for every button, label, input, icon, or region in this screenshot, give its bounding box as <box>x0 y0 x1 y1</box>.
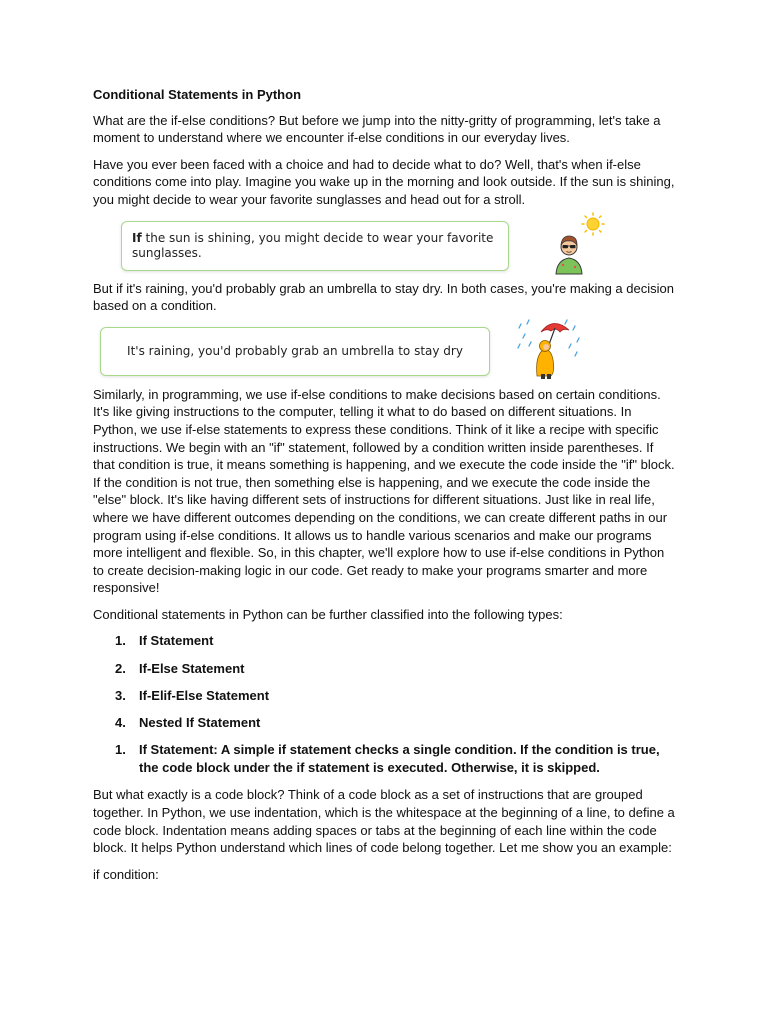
list-item-if-statement-detail: 1. If Statement: A simple if statement checks a single condition. If the condition is true, the code block under the if statement is executed. Otherwise, it is skipped. <box>115 742 660 775</box>
list-item: 3. If-Elif-Else Statement <box>115 687 270 703</box>
rain-callout <box>100 327 490 376</box>
paragraph-rain: But if it's raining, you'd probably grab an umbrella to stay dry. In both cases, you're making a decision based on a condition. <box>93 280 674 314</box>
paragraph-intro: What are the if-else conditions? But before we jump into the nitty-gritty of programming, let's take a moment to understand where we encounter if-else conditions in our everyday lives. <box>93 112 661 146</box>
paragraph-choice: Have you ever been faced with a choice and had to decide what to do? Well, that's when if-else conditions come into play. Imagine you wake up in the morning and look outside. If the sun is shining, you might decide to wear your favorite sunglasses and head out for a stroll. <box>93 156 675 207</box>
sunshine-callout-row <box>93 218 678 280</box>
paragraph-types-intro: Conditional statements in Python can be further classified into the following types: <box>93 606 563 622</box>
page-title: Conditional Statements in Python <box>93 87 302 102</box>
list-item: 4. Nested If Statement <box>115 715 261 731</box>
document-page <box>93 86 678 892</box>
sunshine-callout <box>121 221 509 271</box>
code-line: if condition: <box>93 866 159 882</box>
types-list <box>93 632 678 776</box>
rain-umbrella-person-illustration-icon <box>517 316 583 380</box>
paragraph-programming: Similarly, in programming, we use if-else conditions to make decisions based on certain conditions. It's like giving instructions to the computer, telling it what to do based on different situations. In Python, we use if-else statements to express these conditions. Think of it like a recipe with specific instructions. We begin with an "if" statement, followed by a condition written inside parentheses. If that condition is true, it means something is happening, and we execute the code inside the "if" block. If the condition is not true, then something else is happening, and we execute the code inside the "else" block. It's like having different sets of instructions for different situations. Just like in real life, where we have different outcomes depending on the conditions, we can create different paths in our program using if-else conditions. It allows us to handle various scenarios and make our programs more intelligent and flexible. So, in this chapter, we'll explore how to use if-else conditions in Python to create decision-making logic in our code. Get ready to make your programs smarter and more responsive! <box>93 386 675 596</box>
rain-callout-row <box>93 324 678 386</box>
raincoat-person-icon <box>537 340 554 379</box>
callout-lead-word: If <box>132 230 142 245</box>
paragraph-code-block: But what exactly is a code block? Think of a code block as a set of instructions that are grouped together. In Python, we use indentation, which is the whitespace at the beginning of a line, to define a code block. Indentation means adding spaces or tabs at the beginning of each line within the code block. It helps Python understand which lines of code belong together. Let me show you an example: <box>93 787 675 856</box>
list-item: 2. If-Else Statement <box>115 660 245 676</box>
sun-person-illustration-icon <box>551 212 607 276</box>
callout-text: the sun is shining, you might decide to wear your favorite sunglasses. <box>132 230 494 260</box>
callout-text: It's raining, you'd probably grab an umbrella to stay dry <box>127 343 463 358</box>
list-item: 1. If Statement <box>115 633 214 649</box>
person-with-sunglasses-icon <box>556 236 582 274</box>
sun-icon <box>582 213 604 235</box>
